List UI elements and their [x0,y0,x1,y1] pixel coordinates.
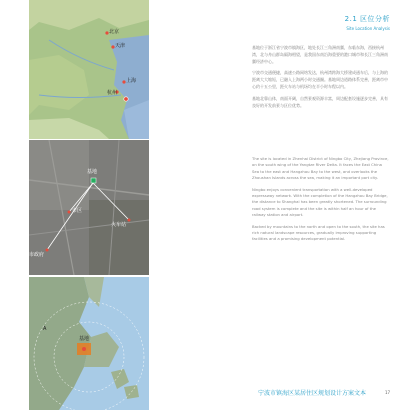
chinese-text-block [252,45,390,114]
english-paragraph: The site is located in Zhenhai District of Ningbo City, Zhejiang Province, on the south wing of the Yangtze River Delta. It faces the East China Sea to the east and Hangzhou Bay to the west, and overlooks the Zhoushan Islands across the sea, making it an important port city. [252,156,389,181]
footer-title: 宁波市镇海区某居住区规划设计方案文本 [258,390,367,397]
chinese-paragraph: 基地位于浙江省宁波市镇海区，地处长江三角洲南翼，东临东海，西接杭州湾，北与舟山群岛隔海相望，是我国东南沿海重要的港口城市和长江三角洲南翼经济中心。 [252,45,388,64]
map-label-site-marker: 基地 [79,336,90,342]
map-label-downtown: 市区 [72,208,83,214]
map-label-site: 基地 [87,169,98,175]
map-label-government: 市政府 [29,252,45,258]
chinese-paragraph: 基地北靠山体，南面开阔，自然景观资源丰富，周边配套设施逐步完善，具有良好的开发前景与区位优势。 [252,95,388,108]
chinese-paragraph: 宁波市交通便捷，高速公路网络发达，杭州湾跨海大桥建成通车后，与上海的距离大大缩短，已融入上海两小时交通圈。基地周边道路体系完善，距离市中心约十五公里，距火车站与机场均在半小时车程以内。 [252,70,388,89]
page-number: 17 [385,390,391,395]
site-map-image [29,277,149,410]
city-location-map [29,140,149,275]
map-label-shanghai: 上海 [126,78,137,84]
section-heading [252,14,390,31]
english-text-block [252,156,390,248]
map-label-hangzhou: 杭州 [107,90,118,96]
english-paragraph: Backed by mountains to the north and open to the south, the site has rich natural landscape resources, gradually improving supporting facilities and a promising development potential. [252,223,385,242]
section-subtitle: Site Location Analysis [346,26,390,31]
section-title: 2.1 区位分析 [344,15,390,23]
map-label-station: 火车站 [111,222,127,228]
map-label-tianjin: 天津 [115,43,126,49]
map-label-point-a: A [43,326,47,332]
china-location-map [29,0,149,139]
map-label-beijing: 北京 [109,29,120,35]
china-map-image [29,0,149,139]
city-satellite-image [29,140,149,275]
site-location-map [29,277,149,410]
english-paragraph: Ningbo enjoys convenient transportation with a well-developed expressway network. With the completion of the Hangzhou Bay Bridge, the distance to Shanghai has been greatly shortened. The surrounding road system is complete and the site is within half an hour of the railway station and airport. [252,186,388,218]
